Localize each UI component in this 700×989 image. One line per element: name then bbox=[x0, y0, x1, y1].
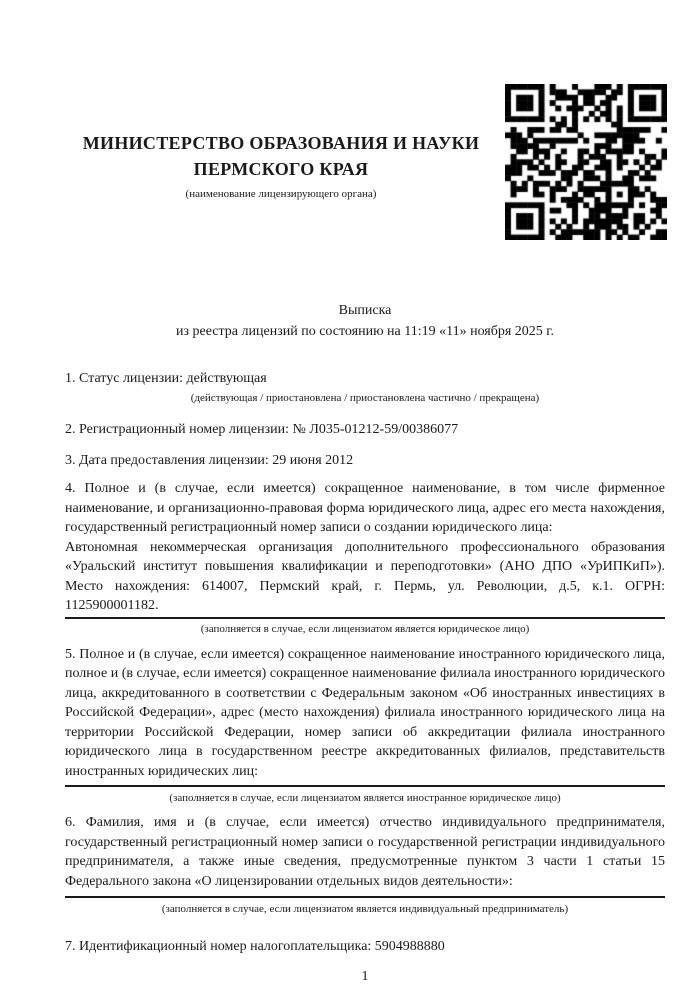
individual-entrepreneur-fill-note: (заполняется в случае, если лицензиатом является индивидуальный предприниматель) bbox=[161, 903, 569, 915]
field-foreign-entity-label: 5. Полное и (в случае, если имеется) сокращенное наименование иностранного юридического лица, полное и (в случае, если имеется) сокращенное наименование филиала иностранного юридического лица, аккредитованного в соответствии с Федеральным законом «Об иностранных инвестициях в Российской Федерации», адрес (место нахождения) филиала иностранного юридического лица на территории Российской Федерации, номер записи об аккредитации филиала иностранного юридического лица в государственном реестре аккредитованных филиалов, представительств иностранных юридических лиц: bbox=[65, 646, 665, 779]
ministry-header bbox=[65, 130, 497, 201]
field-individual-entrepreneur-label: 6. Фамилия, имя и (в случае, если имеется) отчество индивидуального предпринимателя, государственный регистрационный номер записи о государственной регистрации индивидуального предпринимателя, а также иные сведения, предусмотренные пунктом 3 части 1 статьи 15 Федерального закона «О лицензировании отдельных видов деятельности»: bbox=[65, 815, 665, 889]
field-license-status: 1. Статус лицензии: действующая bbox=[65, 371, 267, 386]
field-legal-entity-value: Автономная некоммерческая организация дополнительного профессионального образования «Уральский институт повышения квалификации и переподготовки» (АНО ДПО «УрИПКиП»). Место нахождения: 614007, Пермский край, г. Пермь, ул. Революции, д.5, к.1. ОГРН: 1125900001182. bbox=[65, 538, 665, 619]
field-taxpayer-id: 7. Идентификационный номер налогоплательщика: 5904988880 bbox=[65, 939, 445, 954]
title-line2: из реестра лицензий по состоянию на 11:19 «11» ноября 2025 г. bbox=[176, 324, 554, 339]
page-number: 1 bbox=[361, 968, 369, 984]
field-registration-number: 2. Регистрационный номер лицензии: № Л035-01212-59/00386077 bbox=[65, 421, 459, 437]
field-legal-entity-label: 4. Полное и (в случае, если имеется) сокращенное наименование, в том числе фирменное наименование, и организационно-правовая форма юридического лица, адрес его места нахождения, государственный регистрационный номер записи о создании юридического лица: bbox=[65, 481, 665, 535]
title-line1: Выписка bbox=[338, 303, 392, 318]
qr-code-icon bbox=[505, 84, 667, 240]
ministry-name-line1: МИНИСТЕРСТВО ОБРАЗОВАНИЯ И НАУКИ bbox=[82, 133, 480, 153]
legal-entity-fill-note: (заполняется в случае, если лицензиатом является юридическое лицо) bbox=[200, 622, 530, 635]
field-grant-date: 3. Дата предоставления лицензии: 29 июня 2012 bbox=[65, 453, 354, 468]
license-status-options-caption: (действующая / приостановлена / приостановлена частично / прекращена) bbox=[190, 391, 540, 404]
individual-entrepreneur-value-underline bbox=[65, 896, 665, 898]
foreign-entity-fill-note: (заполняется в случае, если лицензиатом является иностранное юридическое лицо) bbox=[169, 792, 561, 804]
document-title bbox=[65, 300, 665, 342]
foreign-entity-value-underline bbox=[65, 785, 665, 787]
licensing-authority-caption: (наименование лицензирующего органа) bbox=[185, 188, 377, 200]
document-body bbox=[65, 369, 665, 986]
ministry-name-line2: ПЕРМСКОГО КРАЯ bbox=[193, 159, 369, 179]
